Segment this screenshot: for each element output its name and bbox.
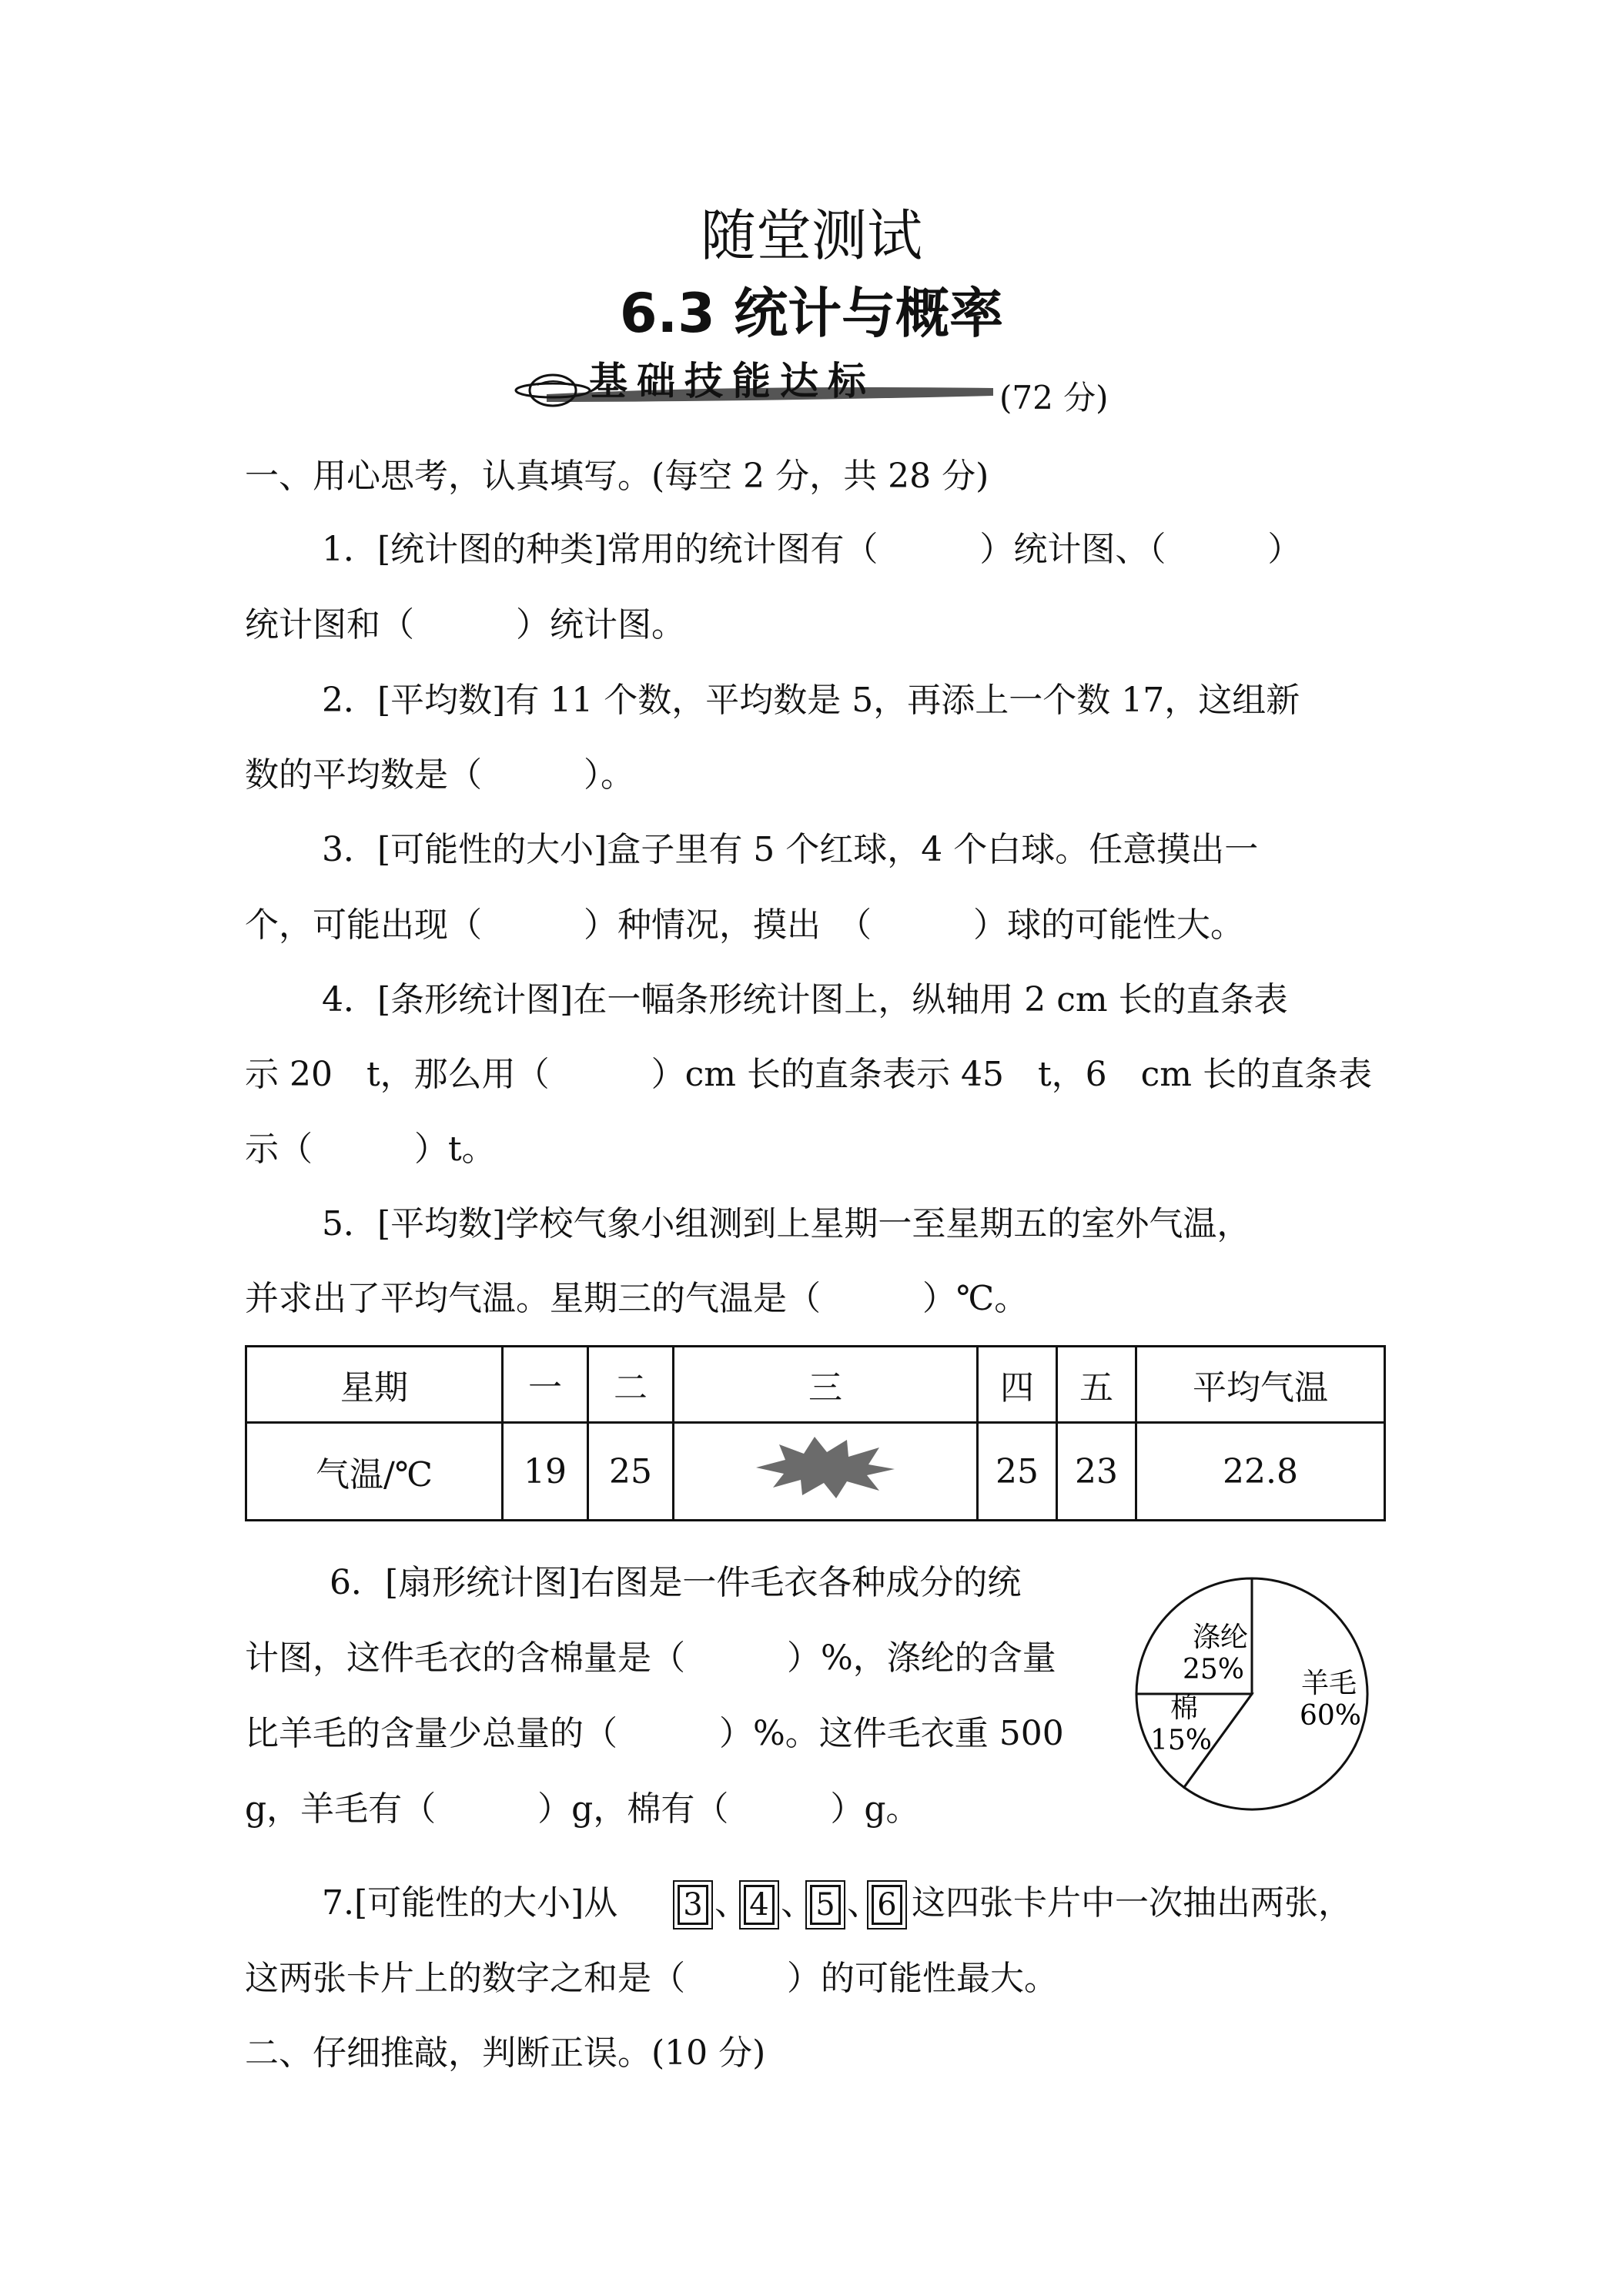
ink-splat-icon [756,1437,895,1498]
q3-line1: 3．[可能性的大小]盒子里有 5 个红球，4 个白球。任意摸出一 [322,830,1259,869]
table-cell: 25 [978,1423,1057,1521]
number-card: 3 [678,1885,708,1925]
table-cell: 平均气温 [1136,1347,1385,1423]
table-cell: 三 [674,1347,978,1423]
pie-value-wool: 60% [1299,1700,1362,1732]
q6-line1: 6．[扇形统计图]右图是一件毛衣各种成分的统 [330,1563,1022,1602]
number-card: 4 [744,1885,775,1925]
table-cell: 22.8 [1136,1423,1385,1521]
separator: 、 [781,1883,815,1923]
q5-line1: 5．[平均数]学校气象小组测到上星期一至星期五的室外气温， [322,1204,1251,1243]
pie-label-polyester: 涤纶 [1192,1622,1248,1653]
pie-chart [1129,1571,1375,1817]
q1-line1: 1．[统计图的种类]常用的统计图有（ ）统计图、（ ） [322,530,1302,569]
page-subtitle: 6.3 统计与概率 [619,282,1004,345]
q2-line2: 数的平均数是（ ）。 [245,755,634,795]
table-cell: 星期 [246,1347,503,1423]
table-row [246,1423,1385,1521]
q6-line3: 比羊毛的含量少总量的（ ）%。这件毛衣重 500 [245,1714,1064,1753]
q6-line4: g，羊毛有（ ）g，棉有（ ）g。 [245,1789,920,1829]
pie-value-cotton: 15% [1149,1725,1213,1756]
page-title: 随堂测试 [700,203,922,268]
pie-label-wool: 羊毛 [1300,1668,1357,1699]
separator: 、 [714,1883,748,1923]
banner-score: (72 分) [999,379,1109,417]
table-cell: 19 [503,1423,588,1521]
section1-heading: 一、用心思考，认真填写。(每空 2 分，共 28 分) [245,457,989,496]
hidden-value-cell [674,1423,978,1521]
q2-line1: 2．[平均数]有 11 个数，平均数是 5，再添上一个数 17，这组新 [322,681,1300,720]
number-card: 5 [810,1885,841,1925]
q1-line2: 统计图和（ ）统计图。 [245,605,685,644]
pie-value-polyester: 25% [1182,1654,1244,1685]
q5-line2: 并求出了平均气温。星期三的气温是（ ）℃。 [245,1279,1029,1318]
table-cell: 25 [588,1423,674,1521]
q7-suffix: 这四张卡片中一次抽出两张， [912,1883,1352,1923]
q4-line2: 示 20 t，那么用（ ）cm 长的直条表示 45 t，6 cm 长的直条表 [245,1055,1373,1094]
table-cell: 四 [978,1347,1057,1423]
table-cell: 气温/℃ [246,1423,503,1521]
table-cell: 一 [503,1347,588,1423]
table-header-row [246,1347,1385,1423]
separator: 、 [847,1883,881,1923]
q3-line2: 个，可能出现（ ）种情况，摸出 （ ）球的可能性大。 [245,905,1244,945]
temperature-table [245,1345,1386,1521]
table-cell: 五 [1057,1347,1136,1423]
number-card: 6 [872,1885,902,1925]
section2-heading: 二、仔细推敲，判断正误。(10 分) [245,2033,766,2073]
q4-line3: 示（ ）t。 [245,1130,496,1169]
q4-line1: 4．[条形统计图]在一幅条形统计图上，纵轴用 2 cm 长的直条表 [322,980,1288,1019]
q7-prefix: 7.[可能性的大小]从 [322,1883,618,1923]
table-cell: 二 [588,1347,674,1423]
q6-line2: 计图，这件毛衣的含棉量是（ ）%，涤纶的含量 [245,1638,1056,1678]
q7-line2: 这两张卡片上的数字之和是（ ）的可能性最大。 [245,1959,1058,1998]
banner-title: 基础技能达标 [589,359,875,403]
pie-label-cotton: 棉 [1170,1692,1199,1724]
table-cell: 23 [1057,1423,1136,1521]
